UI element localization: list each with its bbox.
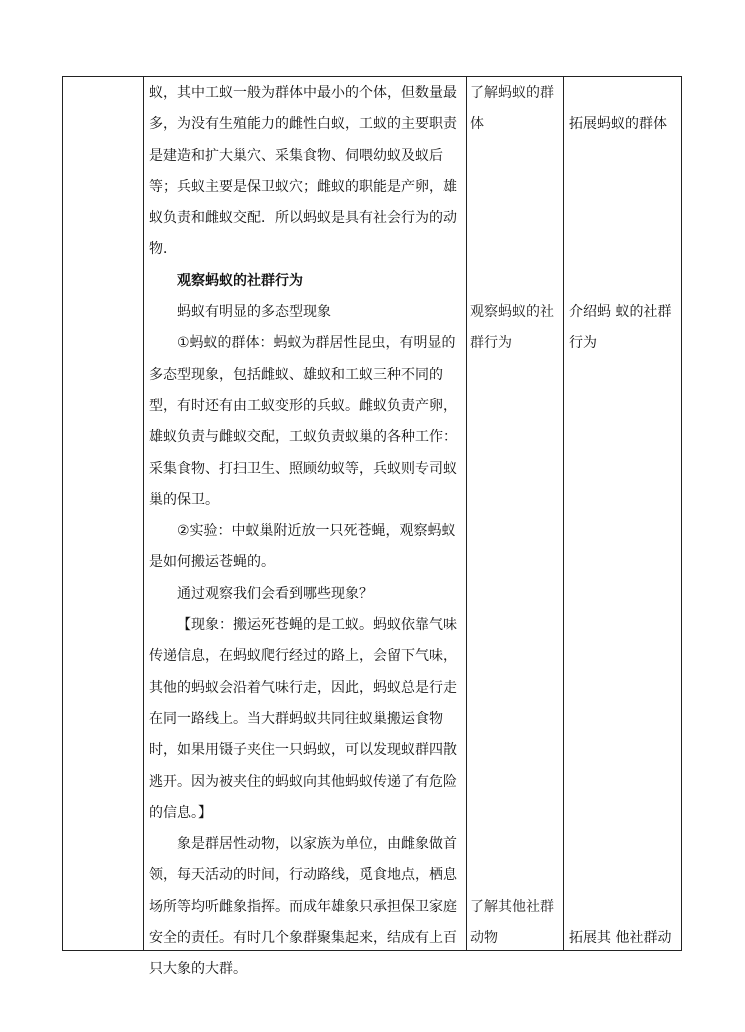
lesson-table xyxy=(62,76,682,978)
column-divider xyxy=(466,77,467,950)
content-paragraph: ②实验：中蚁巢附近放一只死苍蝇，观察蚂蚁是如何搬运苍蝇的。 xyxy=(149,523,456,571)
design-intent-2: 介绍蚂 蚁的社群行为 xyxy=(569,304,672,352)
content-paragraph: 蚂蚁有明显的多态型现象 xyxy=(177,304,331,321)
teaching-content-cell xyxy=(149,78,463,986)
content-paragraph: 蚁，其中工蚁一般为群体中最小的个体，但数量最多，为没有生殖能力的雌性白蚁，工蚁的主要职责是建造和扩大巢穴、采集食物、伺喂幼蚁及蚁后等；兵蚁主要是保卫蚁穴；雌蚁的职能是产卵，雄蚁负责和雌蚁交配．所以蚂蚁是具有社会行为的动物． xyxy=(149,85,457,258)
observation-paragraph: 【现象：搬运死苍蝇的是工蚁。蚂蚁依靠气味传递信息，在蚂蚁爬行经过的路上，会留下气味，其他的蚂蚁会沿着气味行走，因此，蚂蚁总是行走在同一路线上。当大群蚂蚁共同往蚁巢搬运食物时，如果用镊子夹住一只蚂蚁，可以发现蚁群四散逃开。因为被夹住的蚂蚁向其他蚂蚁传递了有危险的信息。】 xyxy=(149,617,457,821)
student-activity-3: 了解其他社群动物 xyxy=(470,899,554,947)
design-intent-3: 拓展其 他社群动 xyxy=(569,930,672,946)
content-paragraph: ①蚂蚁的群体：蚂蚁为群居性昆虫，有明显的多态型现象，包括雌蚁、雄蚁和工蚁三种不同的型，有时还有由工蚁变形的兵蚁。雌蚁负责产卵，雄蚁负责与雌蚁交配，工蚁负责蚁巢的各种工作：采集食物、打扫卫生、照顾幼蚁等，兵蚁则专司蚁巢的保卫。 xyxy=(149,335,457,508)
content-paragraph: 象是群居性动物，以家族为单位，由雌象做首领，每天活动的时间，行动路线，觅食地点，栖息场所等均听雌象指挥。而成年雄象只承担保卫家庭安全的责任。有时几个象群聚集起来，结成有上百只大象的大群。 xyxy=(149,836,457,978)
column-divider xyxy=(563,77,564,950)
student-activity-1: 了解蚂蚁的群体 xyxy=(470,85,554,133)
section-heading: 观察蚂蚁的社群行为 xyxy=(177,272,303,289)
student-activity-2: 观察蚂蚁的社群行为 xyxy=(470,304,554,352)
design-intent-1: 拓展蚂蚁的群体 xyxy=(569,116,667,132)
column-divider xyxy=(143,77,144,950)
content-paragraph: 通过观察我们会看到哪些现象？ xyxy=(177,585,373,602)
